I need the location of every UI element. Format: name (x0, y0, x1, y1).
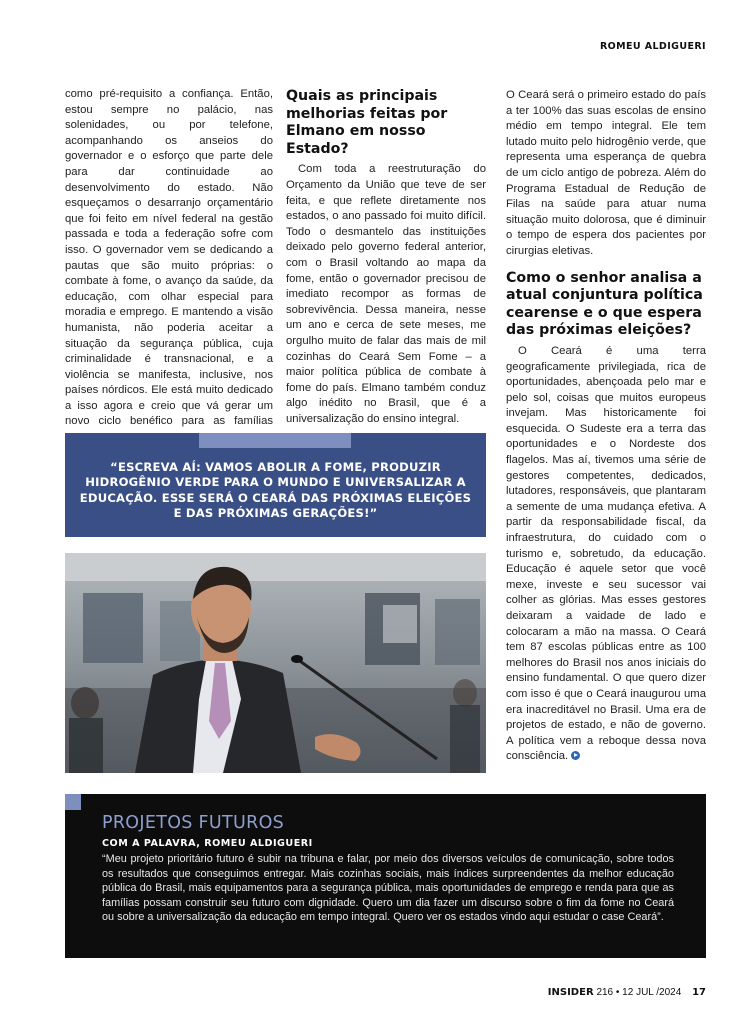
column-3-intro: O Ceará será o primeiro estado do país a ter 100% das suas escolas de ensino médio em tempo integral. Ele tem lutado muito pelo hidrogênio verde, que representa uma esperança de quebra de um ciclo antigo de pobreza. Além do Programa Estadual de Redução de Filas na saúde para atuar numa situação muito dolorosa, que é diminuir o tempo de espera dos pacientes por cirurgias eletivas. (506, 89, 706, 257)
article-column-2 (286, 88, 486, 427)
question-heading-2: Como o senhor analisa a atual conjuntura política cearense e o que espera das próximas eleições? (506, 269, 703, 339)
page-footer (548, 987, 706, 998)
projetos-futuros-box (65, 794, 706, 958)
box-subtitle: COM A PALAVRA, ROMEU ALDIGUERI (102, 838, 313, 849)
question-heading-1: Quais as principais melhorias feitas por Elmano em nosso Estado? (286, 88, 448, 157)
box-accent-tab (65, 794, 81, 810)
answer-text-2 (506, 344, 706, 765)
end-of-article-icon (571, 751, 580, 760)
magazine-name: INSIDER (547, 987, 594, 998)
pull-quote-text: “ESCREVA AÍ: VAMOS ABOLIR A FOME, PRODUZIR HIDROGÊNIO VERDE PARA O MUNDO E UNIVERSALIZAR A EDUCAÇÃO. ESSE SERÁ O CEARÁ DAS PRÓXIMAS ELEIÇÕES E DAS PRÓXIMAS GERAÇÕES!” (79, 460, 472, 521)
answer-text-1: Com toda a reestruturação do Orçamento da União que teve de ser feita, e que reflete diretamente nos estados, o ano passado foi muito difícil. Todo o desmantelo das instituições deixado pelo governo federal anterior, com o Brasil voltando ao mapa da fome, então o governador precisou de imediato recompor as formas de sobrevivência. Dessa maneira, nesse um ano e cerca de sete meses, me orgulho muito de falar das mais de mil cozinhas do Ceará Sem Fome – a maior política pública de combate à fome do país. Elmano também conduz algo inédito no Brasil, que é a universalização do ensino integral. (286, 163, 486, 425)
speaker-photo (65, 553, 486, 773)
speaker-photo-illustration (65, 553, 486, 773)
running-head: ROMEU ALDIGUERI (599, 41, 706, 52)
issue-info: 216 • 12 JUL /2024 (596, 987, 682, 998)
page-number: 17 (692, 987, 706, 998)
box-title: PROJETOS FUTUROS (102, 813, 285, 833)
pull-quote (65, 433, 486, 537)
article-column-1 (65, 87, 273, 446)
box-body: “Meu projeto prioritário futuro é subir na tribuna e falar, por meio dos diversos veículos de comunicação, sobre todos os resultados que conseguimos entregar. Mais cozinhas sociais, mais índices surpreendentes da melhor educação pública do Brasil, mais equipamentos para a segurança pública, mais oportunidades de emprego e renda para que as famílias possam construir seu futuro com dignidade. Quero um dia fazer um discurso sobre o fim da fome no Ceará ou sobre a universalização da educação em tempo integral. Quero ver os estados vindo aqui estudar o case Ceará”. (102, 853, 674, 924)
column-1-text: como pré-requisito a confiança. Então, estou sempre no palácio, nas solenidades, ou por telefone, acompanhando os anseios do governador e o esforço que parte dele para dar continuidade ao desenvolvimento do estado. Não esqueçamos o desarranjo orçamentário que foi feito em nível federal na gestão passada e toda a federação sofre com isso. O governador vem se dedicando a pautas que são muito próprias: o combate à fome, o avanço da saúde, da educação, com olhar especial para moradia e emprego. E mantendo a visão humanista, não poderia aceitar a situação da segurança pública, cuja criminalidade é transnacional, e a violência se manifesta, inclusive, nos países nórdicos. Ele está muito dedicado a isso agora e creio que vá gerar um novo ciclo benéfico para as famílias (65, 88, 273, 428)
answer-text-2-body: O Ceará é uma terra geograficamente privilegiada, rica de oportunidades, abençoada pelo mar e pelo sol, coisas que muitos europeus invejam. Mas historicamente foi esquecida. O Sudeste era a terra das oportunidades e o Nordeste dos flagelos. Mas aí, tivemos uma série de gestores competentes, dedicados, lutadores, responsáveis, que plantaram a semente de uma mudança efetiva. A partir da responsabilidade fiscal, da infraestrutura, do cuidado com o turismo e, sobretudo, da educação. Educação é aquele setor que você mexe, investe e seu sucessor vai colher as glórias. Mas esses gestores deixaram a vaidade de lado e colocaram a mão na massa. O Ceará tem 87 escolas públicas entre as 100 melhores do Brasil nos anos iniciais do ensino fundamental. O que quero dizer com isso é que o Ceará inaugurou uma era inacreditável no Brasil. Uma era de projetos de estado, e não de governo. A política vem a reboque dessa nova consciência. (506, 344, 706, 763)
article-column-3 (506, 88, 706, 765)
pull-quote-tab (199, 433, 351, 448)
